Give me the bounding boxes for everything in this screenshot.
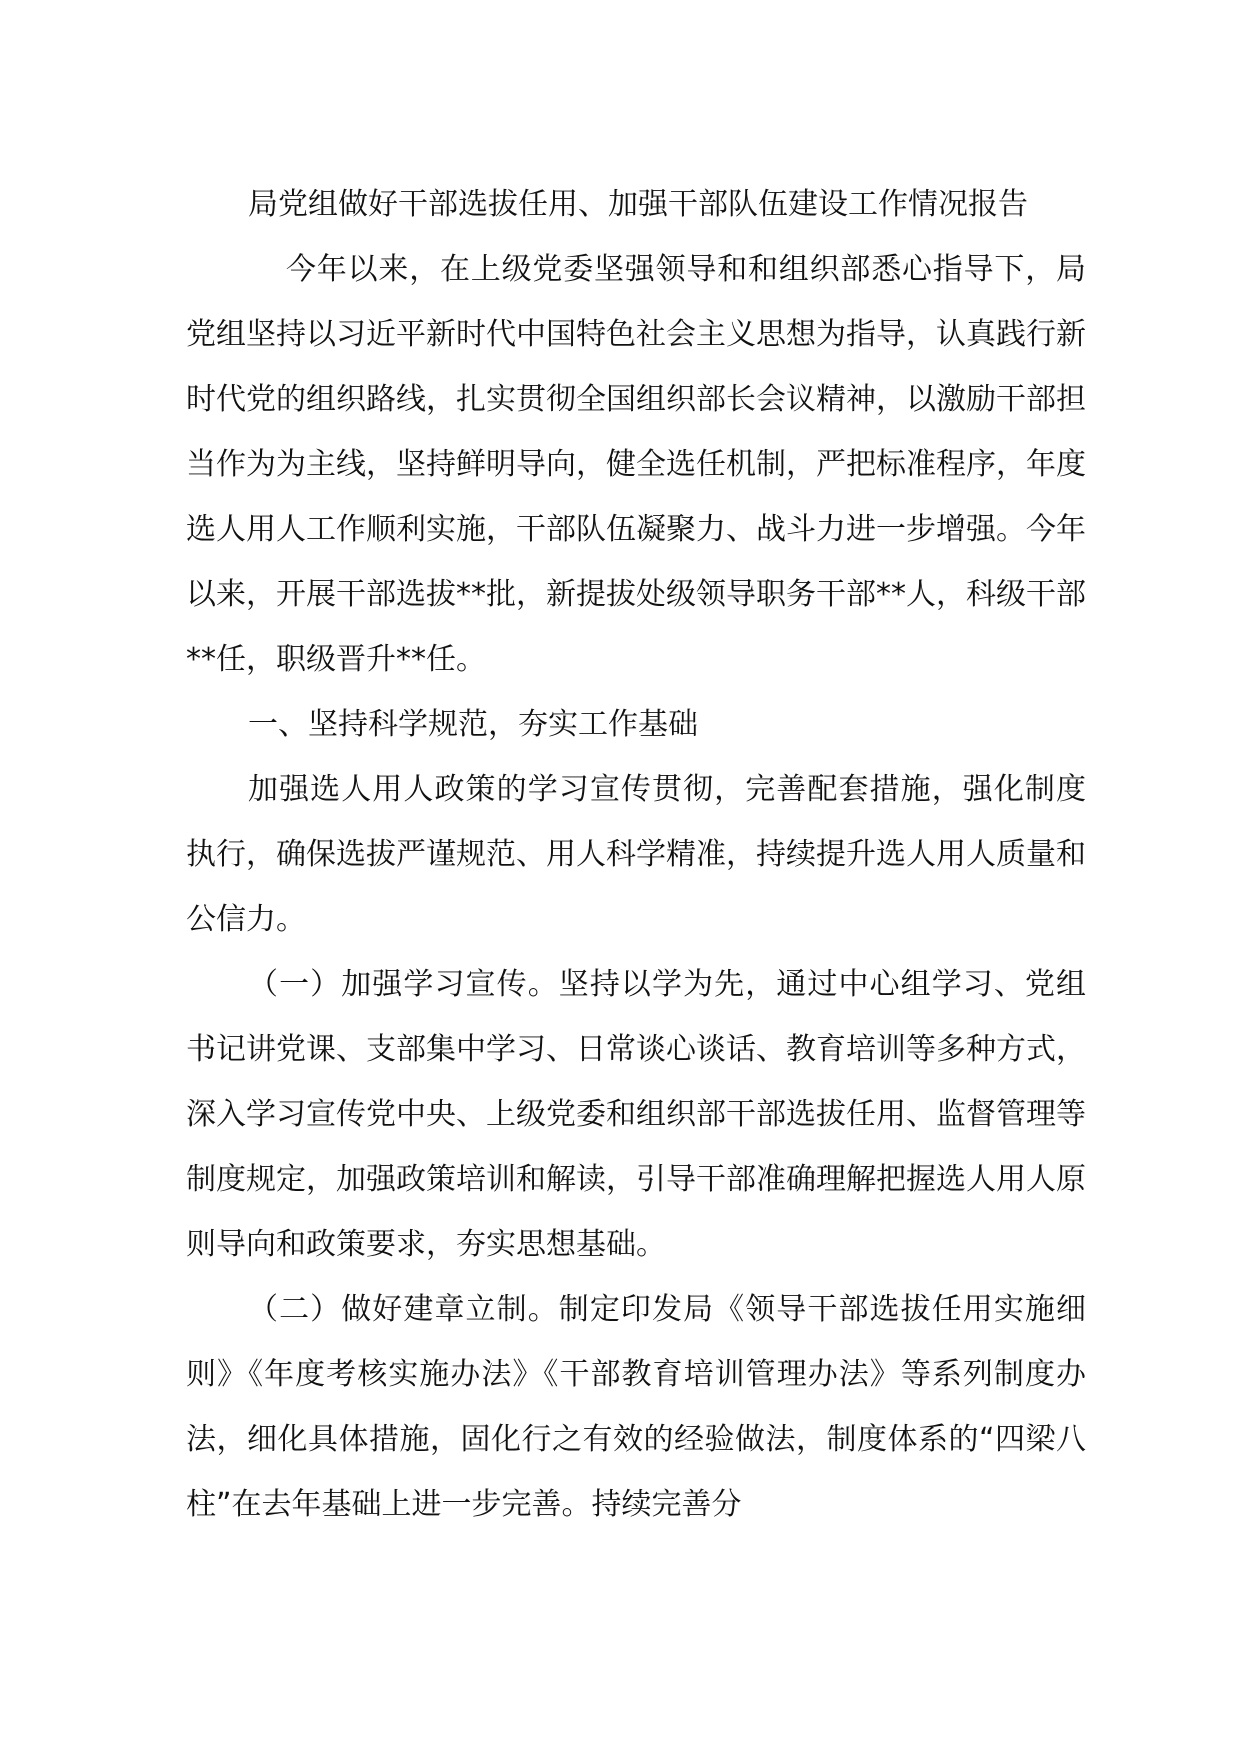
section-heading: 一、坚持科学规范，夯实工作基础 — [248, 707, 698, 742]
item-paragraph-1: （一）加强学习宣传。坚持以学为先，通过中心组学习、党组书记讲党课、支部集中学习、日常谈心谈话、教育培训等多种方式，深入学习宣传党中央、上级党委和组织部干部选拔任用、监督管理等制度规定，加强政策培训和解读，引导干部准确理解把握选人用人原则导向和政策要求，夯实思想基础。 — [186, 967, 1086, 1262]
intro-paragraph: 今年以来，在上级党委坚强领导和和组织部悉心指导下，局党组坚持以习近平新时代中国特色社会主义思想为指导，认真践行新时代党的组织路线，扎实贯彻全国组织部长会议精神，以激励干部担当作为为主线，坚持鲜明导向，健全选任机制，严把标准程序，年度选人用人工作顺利实施，干部队伍凝聚力、战斗力进一步增强。今年以来，开展干部选拔**批，新提拔处级领导职务干部**人，科级干部**任，职级晋升**任。 — [186, 252, 1086, 677]
document-title: 局党组做好干部选拔任用、加强干部队伍建设工作情况报告 — [248, 187, 1028, 222]
document-body — [186, 172, 1086, 1537]
section-intro-paragraph: 加强选人用人政策的学习宣传贯彻，完善配套措施，强化制度执行，确保选拔严谨规范、用人科学精准，持续提升选人用人质量和公信力。 — [186, 772, 1086, 937]
item-paragraph-2: （二）做好建章立制。制定印发局《领导干部选拔任用实施细则》《年度考核实施办法》《干部教育培训管理办法》等系列制度办法，细化具体措施，固化行之有效的经验做法，制度体系的“四梁八柱”在去年基础上进一步完善。持续完善分 — [186, 1292, 1086, 1522]
